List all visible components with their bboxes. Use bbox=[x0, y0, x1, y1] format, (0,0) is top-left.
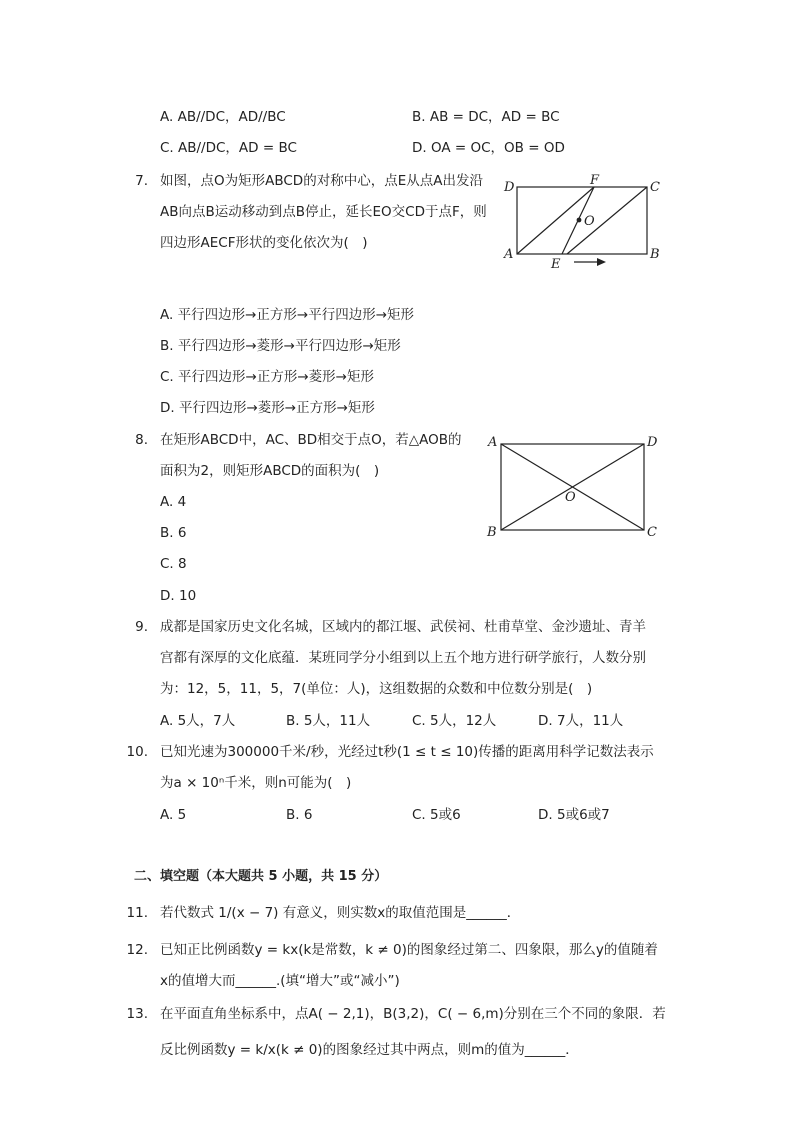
q8-option-c: C. 8 bbox=[160, 556, 187, 572]
q7-segment-af bbox=[517, 187, 594, 254]
q7-option-d: D. 平行四边形→菱形→正方形→矩形 bbox=[160, 400, 375, 416]
q8-label-b: B bbox=[487, 525, 497, 540]
q7-label-o: O bbox=[584, 214, 595, 229]
q11-number: 11. bbox=[126, 905, 148, 921]
q8-label-a: A bbox=[488, 435, 498, 450]
q6-option-a: A. AB//DC，AD//BC bbox=[160, 109, 286, 125]
q8-figure bbox=[484, 430, 664, 545]
q10-option-c: C. 5或6 bbox=[412, 807, 461, 823]
q7-option-a: A. 平行四边形→正方形→平行四边形→矩形 bbox=[160, 307, 415, 323]
q7-line-2: AB向点B运动移动到点B停止，延长EO交CD于点F，则 bbox=[160, 204, 487, 220]
q7-label-a: A bbox=[504, 247, 514, 262]
q10-line-1: 已知光速为300000千米/秒，光经过t秒(1 ≤ t ≤ 10)传播的距离用科学记数法表示 bbox=[160, 744, 654, 760]
q9-option-a: A. 5人，7人 bbox=[160, 713, 236, 729]
q13-line-2: 反比例函数y = k/x(k ≠ 0)的图象经过其中两点，则m的值为______． bbox=[160, 1042, 579, 1058]
q7-label-c: C bbox=[650, 180, 660, 195]
q10-option-a: A. 5 bbox=[160, 807, 187, 823]
q9-number: 9. bbox=[135, 619, 148, 635]
q7-number: 7. bbox=[135, 173, 148, 189]
q9-line-3: 为：12，5，11，5，7(单位：人)，这组数据的众数和中位数分别是( ) bbox=[160, 681, 593, 697]
q8-line-1: 在矩形ABCD中，AC、BD相交于点O，若△AOB的 bbox=[160, 432, 462, 448]
q6-option-b: B. AB = DC，AD = BC bbox=[412, 109, 560, 125]
q8-label-c: C bbox=[647, 525, 657, 540]
q10-line-2: 为a × 10ⁿ千米，则n可能为( ) bbox=[160, 775, 352, 791]
q9-option-c: C. 5人，12人 bbox=[412, 713, 497, 729]
q7-option-b: B. 平行四边形→菱形→平行四边形→矩形 bbox=[160, 338, 401, 354]
q8-label-d: D bbox=[647, 435, 658, 450]
q12-number: 12. bbox=[126, 942, 148, 958]
q7-figure bbox=[500, 172, 670, 272]
q10-number: 10. bbox=[126, 744, 148, 760]
q7-line-3: 四边形AECF形状的变化依次为( ) bbox=[160, 235, 368, 251]
q9-line-2: 宫都有深厚的文化底蕴．某班同学分小组到以上五个地方进行研学旅行，人数分别 bbox=[160, 650, 646, 666]
q8-option-d: D. 10 bbox=[160, 588, 197, 604]
q7-label-d: D bbox=[504, 180, 515, 195]
q7-point-o bbox=[577, 218, 582, 223]
q8-line-2: 面积为2，则矩形ABCD的面积为( ) bbox=[160, 463, 380, 479]
q7-label-e: E bbox=[551, 257, 561, 272]
q6-option-c: C. AB//DC，AD = BC bbox=[160, 140, 297, 156]
q6-option-d: D. OA = OC，OB = OD bbox=[412, 140, 565, 156]
q9-option-d: D. 7人，11人 bbox=[538, 713, 624, 729]
q12-line-2: x的值增大而______.(填“增大”或“减小”) bbox=[160, 973, 400, 989]
q7-line-1: 如图，点O为矩形ABCD的对称中心，点E从点A出发沿 bbox=[160, 173, 483, 189]
q9-option-b: B. 5人，11人 bbox=[286, 713, 371, 729]
q7-label-f: F bbox=[590, 173, 600, 188]
q7-option-c: C. 平行四边形→正方形→菱形→矩形 bbox=[160, 369, 374, 385]
q8-number: 8. bbox=[135, 432, 148, 448]
q8-option-a: A. 4 bbox=[160, 494, 187, 510]
q10-option-d: D. 5或6或7 bbox=[538, 807, 610, 823]
q13-line-1: 在平面直角坐标系中，点A( − 2,1)，B(3,2)，C( − 6,m)分别在三个不同的象限．若 bbox=[160, 1006, 666, 1022]
q12-line-1: 已知正比例函数y = kx(k是常数，k ≠ 0)的图象经过第二、四象限，那么y的值随着 bbox=[160, 942, 658, 958]
q7-label-b: B bbox=[650, 247, 660, 262]
q9-line-1: 成都是国家历史文化名城，区域内的都江堰、武侯祠、杜甫草堂、金沙遗址、青羊 bbox=[160, 619, 646, 635]
section-2-title: 二、填空题（本大题共 5 小题，共 15 分） bbox=[134, 869, 388, 884]
q13-number: 13. bbox=[126, 1006, 148, 1022]
q8-option-b: B. 6 bbox=[160, 525, 187, 541]
q10-option-b: B. 6 bbox=[286, 807, 313, 823]
q11-text: 若代数式 1/(x − 7) 有意义，则实数x的取值范围是______． bbox=[160, 905, 521, 921]
q8-label-o: O bbox=[565, 490, 576, 505]
q7-arrow-head bbox=[597, 258, 606, 266]
